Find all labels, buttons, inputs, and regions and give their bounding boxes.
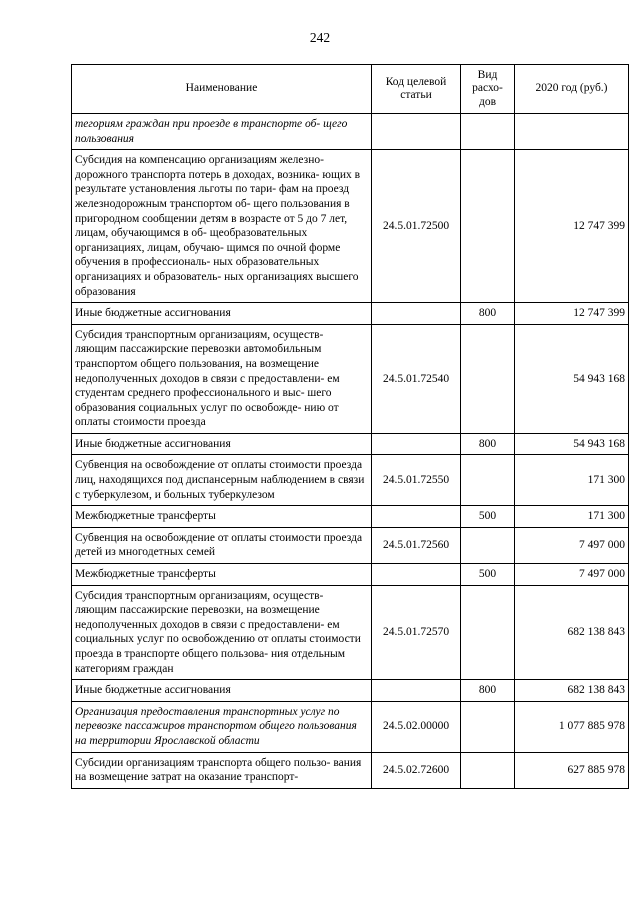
row-code-cell — [372, 680, 461, 702]
table-body — [72, 114, 629, 789]
table-row — [72, 701, 629, 752]
row-vid-cell — [461, 701, 515, 752]
row-sum-cell: 1 077 885 978 — [515, 701, 629, 752]
row-code-cell: 24.5.01.72570 — [372, 585, 461, 680]
page-number: 242 — [309, 30, 331, 45]
row-code-cell — [372, 303, 461, 325]
row-code-cell — [372, 564, 461, 586]
table-row — [72, 506, 629, 528]
row-name-cell: Организация предоставления транспортных услуг по перевозке пассажиров транспортом общего пользования на территории Ярославской области — [72, 701, 372, 752]
row-name-cell: Субсидии организациям транспорта общего пользо- вания на возмещение затрат на оказание транспорт- — [72, 752, 372, 788]
row-vid-cell: 800 — [461, 303, 515, 325]
row-sum-cell: 682 138 843 — [515, 585, 629, 680]
row-name-cell: Субсидия на компенсацию организациям железно- дорожного транспорта потерь в доходах, возника- ющих в результате установления льготы по тари- фам на проезд железнодорожным транспортом об- щего пользования в пригородном сообщении детям в возрасте от 5 до 7 лет, лицам, обучающимся в об- щеобразовательных организациях, лицам, обучаю- щимся по очной форме обучения в профессиональ- ных образовательных организациях и образователь- ных организациях высшего образования — [72, 150, 372, 303]
row-code-cell: 24.5.01.72560 — [372, 527, 461, 563]
row-vid-cell: 800 — [461, 433, 515, 455]
row-code-cell: 24.5.01.72540 — [372, 324, 461, 433]
row-name-cell: Иные бюджетные ассигнования — [72, 680, 372, 702]
table-row — [72, 433, 629, 455]
row-vid-cell — [461, 114, 515, 150]
row-name-cell: Межбюджетные трансферты — [72, 506, 372, 528]
row-sum-cell: 171 300 — [515, 506, 629, 528]
row-sum-cell — [515, 114, 629, 150]
row-sum-cell: 7 497 000 — [515, 527, 629, 563]
row-vid-cell — [461, 752, 515, 788]
row-vid-cell — [461, 324, 515, 433]
row-code-cell — [372, 506, 461, 528]
row-code-cell — [372, 114, 461, 150]
table-row — [72, 527, 629, 563]
row-sum-cell: 171 300 — [515, 455, 629, 506]
row-sum-cell: 12 747 399 — [515, 150, 629, 303]
row-name-cell: Субвенция на освобождение от оплаты стоимости проезда детей из многодетных семей — [72, 527, 372, 563]
row-name-cell: Субвенция на освобождение от оплаты стоимости проезда лиц, находящихся под диспансерным наблюдением в связи с туберкулезом, и больных туберкулезом — [72, 455, 372, 506]
table-row — [72, 752, 629, 788]
table-row — [72, 585, 629, 680]
header-name: Наименование — [72, 65, 372, 114]
header-code: Код целевой статьи — [372, 65, 461, 114]
row-vid-cell — [461, 527, 515, 563]
row-code-cell: 24.5.01.72500 — [372, 150, 461, 303]
row-vid-cell: 800 — [461, 680, 515, 702]
row-code-cell: 24.5.02.00000 — [372, 701, 461, 752]
row-name-cell: Иные бюджетные ассигнования — [72, 303, 372, 325]
row-name-cell: Субсидия транспортным организациям, осуществ- ляющим пассажирские перевозки, на возмещение недополученных доходов в связи с предоставлени- ем социальных услуг по освобождению от оплаты стоимости проезда в транспорте общего пользова- ния отдельным категориям граждан — [72, 585, 372, 680]
row-sum-cell: 12 747 399 — [515, 303, 629, 325]
row-vid-cell — [461, 585, 515, 680]
row-vid-cell — [461, 150, 515, 303]
row-code-cell — [372, 433, 461, 455]
row-sum-cell: 627 885 978 — [515, 752, 629, 788]
row-name-cell: тегориям граждан при проезде в транспорте об- щего пользования — [72, 114, 372, 150]
row-sum-cell: 682 138 843 — [515, 680, 629, 702]
budget-table — [71, 64, 629, 789]
table-row — [72, 564, 629, 586]
row-code-cell: 24.5.02.72600 — [372, 752, 461, 788]
table-row — [72, 680, 629, 702]
table-row — [72, 150, 629, 303]
table-row — [72, 303, 629, 325]
row-vid-cell: 500 — [461, 564, 515, 586]
header-sum: 2020 год (руб.) — [515, 65, 629, 114]
row-vid-cell — [461, 455, 515, 506]
table-row — [72, 324, 629, 433]
table-row — [72, 455, 629, 506]
row-sum-cell: 7 497 000 — [515, 564, 629, 586]
row-name-cell: Иные бюджетные ассигнования — [72, 433, 372, 455]
table-row — [72, 114, 629, 150]
row-name-cell: Межбюджетные трансферты — [72, 564, 372, 586]
row-vid-cell: 500 — [461, 506, 515, 528]
row-name-cell: Субсидия транспортным организациям, осуществ- ляющим пассажирские перевозки автомобильным транспортом общего пользования, на возмещение недополученных доходов в связи с предоставлени- ем студентам среднего профессионального и выс- шего образования социальных услуг по освобожде- нию от оплаты стоимости проезда — [72, 324, 372, 433]
header-vid: Вид расхо- дов — [461, 65, 515, 114]
table-header-row — [72, 65, 629, 114]
row-sum-cell: 54 943 168 — [515, 324, 629, 433]
row-code-cell: 24.5.01.72550 — [372, 455, 461, 506]
row-sum-cell: 54 943 168 — [515, 433, 629, 455]
